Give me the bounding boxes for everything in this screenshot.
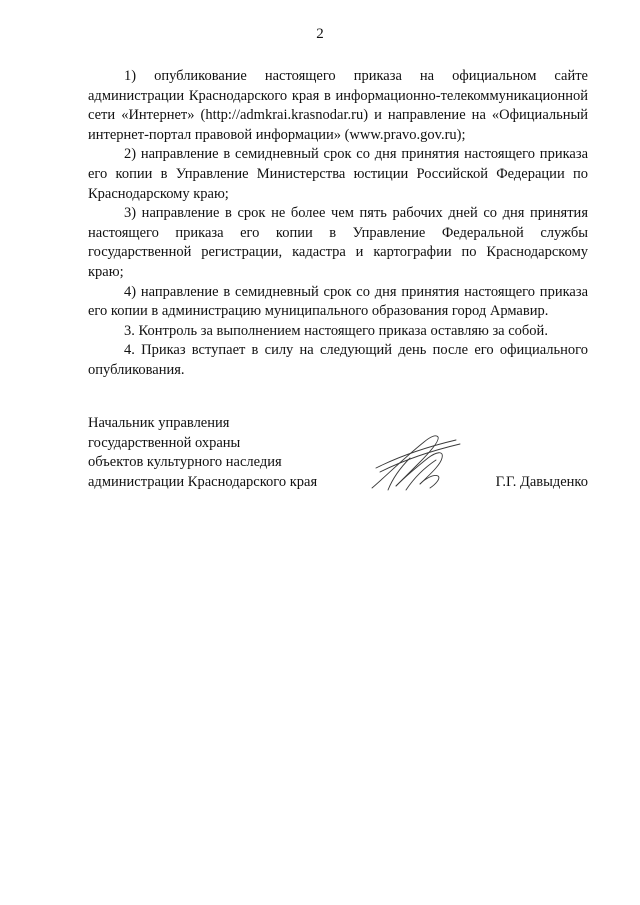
signer-position-line: Начальник управления bbox=[88, 415, 230, 431]
paragraph-rosreestr: 3) направление в срок не более чем пять рабочих дней со дня принятия настоящего приказа его копии в Управление Федеральной службы государственной регистрации, кадастра и картографии по Краснодарскому краю; bbox=[88, 205, 588, 280]
document-body bbox=[88, 67, 588, 381]
page-number: 2 bbox=[316, 26, 324, 42]
signer-position-line: государственной охраны bbox=[88, 434, 241, 451]
signer-position-line: администрации Краснодарского края bbox=[88, 473, 318, 490]
signature-block bbox=[88, 414, 588, 494]
paragraph-armavir: 4) направление в семидневный срок со дня принятия настоящего приказа его копии в администрацию муниципального образования город Армавир. bbox=[88, 283, 588, 320]
paragraph-effective-date: 4. Приказ вступает в силу на следующий день после его официального опубликования. bbox=[88, 342, 588, 378]
paragraph-control: 3. Контроль за выполнением настоящего приказа оставляю за собой. bbox=[124, 322, 548, 339]
signer-position-line: объектов культурного наследия bbox=[88, 454, 282, 471]
signer-name: Г.Г. Давыденко bbox=[495, 473, 588, 490]
handwritten-signature bbox=[366, 428, 466, 498]
paragraph-publication: 1) опубликование настоящего приказа на официальном сайте администрации Краснодарского края в информационно-телекоммуникационной сети «Интернет» (http://admkrai.krasnodar.ru) и направление на «Официальный интернет-портал правовой информации» (www.pravo.gov.ru); bbox=[88, 68, 588, 143]
paragraph-ministry-justice: 2) направление в семидневный срок со дня принятия настоящего приказа его копии в Управление Министерства юстиции Российской Федерации по Краснодарскому краю; bbox=[88, 146, 588, 202]
